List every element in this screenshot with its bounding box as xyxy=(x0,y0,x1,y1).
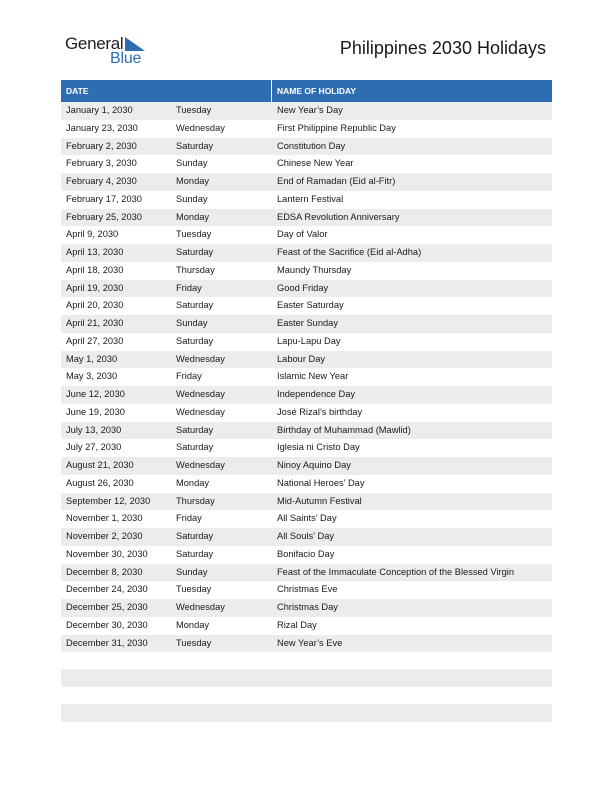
table-row xyxy=(61,564,552,582)
holiday-weekday: Tuesday xyxy=(176,584,212,595)
table-row xyxy=(61,102,552,120)
table-row xyxy=(61,120,552,138)
holiday-name: Chinese New Year xyxy=(277,158,354,169)
holiday-weekday: Saturday xyxy=(176,300,214,311)
table-row xyxy=(61,546,552,564)
logo-word-blue: Blue xyxy=(110,50,142,67)
table-row xyxy=(61,209,552,227)
holiday-date: August 26, 2030 xyxy=(66,477,134,488)
holiday-date: June 19, 2030 xyxy=(66,406,125,417)
table-row xyxy=(61,297,552,315)
holiday-date: May 3, 2030 xyxy=(66,371,118,382)
holiday-date: December 31, 2030 xyxy=(66,637,148,648)
table-row xyxy=(61,493,552,511)
holiday-weekday: Tuesday xyxy=(176,637,212,648)
holiday-date: July 27, 2030 xyxy=(66,442,122,453)
holiday-weekday: Monday xyxy=(176,211,210,222)
holiday-name: All Souls’ Day xyxy=(277,531,335,541)
holiday-date: September 12, 2030 xyxy=(66,495,151,506)
holiday-weekday: Thursday xyxy=(176,264,215,275)
holiday-weekday: Monday xyxy=(176,619,210,630)
holiday-table xyxy=(61,80,552,652)
holiday-weekday: Tuesday xyxy=(176,229,212,240)
table-row xyxy=(61,138,552,156)
holiday-weekday: Sunday xyxy=(176,566,208,577)
holiday-weekday: Wednesday xyxy=(176,389,225,399)
holiday-name: José Rizal’s birthday xyxy=(277,406,363,417)
holiday-weekday: Friday xyxy=(176,282,202,293)
holiday-date: April 19, 2030 xyxy=(66,282,124,293)
holiday-date: April 9, 2030 xyxy=(66,229,119,240)
holiday-name: First Philippine Republic Day xyxy=(277,122,396,133)
holiday-name: Labour Day xyxy=(277,353,326,364)
holiday-weekday: Saturday xyxy=(176,424,214,435)
holiday-date: April 21, 2030 xyxy=(66,318,124,328)
holiday-name: Easter Saturday xyxy=(277,300,344,311)
holiday-date: January 1, 2030 xyxy=(66,105,133,115)
table-row xyxy=(61,581,552,599)
holiday-weekday: Tuesday xyxy=(176,105,212,115)
holiday-date: February 25, 2030 xyxy=(66,211,142,222)
table-row xyxy=(61,351,552,369)
holiday-date: April 18, 2030 xyxy=(66,264,124,275)
holiday-weekday: Wednesday xyxy=(176,406,225,417)
column-header-date: DATE xyxy=(66,86,89,96)
holiday-date: November 30, 2030 xyxy=(66,548,148,559)
holiday-weekday: Wednesday xyxy=(176,122,225,133)
holiday-weekday: Wednesday xyxy=(176,353,225,364)
holiday-date: July 13, 2030 xyxy=(66,424,122,435)
holiday-name: Lapu-Lapu Day xyxy=(277,335,341,346)
holiday-date: June 12, 2030 xyxy=(66,389,125,399)
holiday-date: January 23, 2030 xyxy=(66,122,138,133)
holiday-name: Christmas Eve xyxy=(277,584,338,595)
holiday-name: Bonifacio Day xyxy=(277,548,335,559)
holiday-weekday: Sunday xyxy=(176,158,208,169)
holiday-name: Islamic New Year xyxy=(277,371,349,382)
holiday-name: Birthday of Muhammad (Mawlid) xyxy=(277,424,411,435)
holiday-date: February 17, 2030 xyxy=(66,193,142,204)
table-row xyxy=(61,422,552,440)
holiday-name: Independence Day xyxy=(277,389,356,399)
logo-flag-icon xyxy=(125,37,145,51)
holiday-name: All Saints’ Day xyxy=(277,513,337,524)
holiday-date: November 2, 2030 xyxy=(66,531,143,541)
holiday-name: Feast of the Immaculate Conception of the Blessed Virgin xyxy=(277,566,515,577)
holiday-weekday: Sunday xyxy=(176,318,208,328)
table-row xyxy=(61,635,552,653)
holiday-weekday: Thursday xyxy=(176,495,215,506)
table-header xyxy=(61,80,552,102)
empty-row xyxy=(61,669,552,687)
table-row xyxy=(61,528,552,546)
holiday-date: December 30, 2030 xyxy=(66,619,148,630)
table-body xyxy=(61,102,552,652)
table-row xyxy=(61,404,552,422)
table-row xyxy=(61,368,552,386)
table-row xyxy=(61,475,552,493)
page-title: Philippines 2030 Holidays xyxy=(339,38,546,58)
holiday-name: End of Ramadan (Eid al-Fitr) xyxy=(277,176,396,186)
holiday-name: Easter Sunday xyxy=(277,318,338,328)
table-row xyxy=(61,510,552,528)
holiday-name: New Year’s Day xyxy=(277,105,343,115)
table-row xyxy=(61,315,552,333)
holiday-weekday: Saturday xyxy=(176,531,214,541)
holiday-date: April 20, 2030 xyxy=(66,300,124,311)
holiday-name: Maundy Thursday xyxy=(277,264,352,275)
holiday-name: Day of Valor xyxy=(277,229,328,240)
holiday-weekday: Sunday xyxy=(176,193,208,204)
generalblue-logo xyxy=(65,34,155,68)
holiday-weekday: Friday xyxy=(176,371,202,382)
table-row xyxy=(61,155,552,173)
holiday-weekday: Saturday xyxy=(176,335,214,346)
holiday-weekday: Monday xyxy=(176,477,210,488)
holiday-weekday: Saturday xyxy=(176,247,214,257)
holiday-date: May 1, 2030 xyxy=(66,353,118,364)
logo-word-general: General xyxy=(65,34,124,53)
table-row xyxy=(61,439,552,457)
table-row xyxy=(61,244,552,262)
table-row xyxy=(61,280,552,298)
holiday-weekday: Wednesday xyxy=(176,460,225,470)
holiday-name: Iglesia ni Cristo Day xyxy=(277,442,360,453)
table-row xyxy=(61,599,552,617)
holiday-date: December 8, 2030 xyxy=(66,566,143,577)
holiday-name: Rizal Day xyxy=(277,619,317,630)
table-row xyxy=(61,617,552,635)
holiday-name: Christmas Day xyxy=(277,602,338,612)
holiday-name: Mid-Autumn Festival xyxy=(277,495,362,506)
holiday-name: Feast of the Sacrifice (Eid al-Adha) xyxy=(277,247,422,257)
holiday-weekday: Wednesday xyxy=(176,602,225,612)
holiday-name: Good Friday xyxy=(277,282,329,293)
column-header-holiday-name: NAME OF HOLIDAY xyxy=(271,80,552,102)
holiday-date: February 3, 2030 xyxy=(66,158,137,169)
empty-row xyxy=(61,704,552,722)
holiday-weekday: Friday xyxy=(176,513,202,524)
holiday-name: National Heroes’ Day xyxy=(277,477,365,488)
holiday-name: New Year’s Eve xyxy=(277,637,343,648)
table-row xyxy=(61,333,552,351)
table-row xyxy=(61,386,552,404)
holiday-weekday: Saturday xyxy=(176,548,214,559)
holiday-date: February 2, 2030 xyxy=(66,140,137,151)
holiday-name: Ninoy Aquino Day xyxy=(277,460,351,470)
table-row xyxy=(61,191,552,209)
holiday-date: April 13, 2030 xyxy=(66,247,124,257)
holiday-date: April 27, 2030 xyxy=(66,335,124,346)
holiday-date: December 24, 2030 xyxy=(66,584,148,595)
holiday-date: December 25, 2030 xyxy=(66,602,148,612)
holiday-weekday: Monday xyxy=(176,176,210,186)
table-row xyxy=(61,457,552,475)
holiday-date: August 21, 2030 xyxy=(66,460,134,470)
holiday-name: Constitution Day xyxy=(277,140,346,151)
table-row xyxy=(61,173,552,191)
holiday-name: EDSA Revolution Anniversary xyxy=(277,211,400,222)
holiday-name: Lantern Festival xyxy=(277,193,344,204)
holiday-weekday: Saturday xyxy=(176,140,214,151)
holiday-date: February 4, 2030 xyxy=(66,176,137,186)
holiday-date: November 1, 2030 xyxy=(66,513,143,524)
holiday-weekday: Saturday xyxy=(176,442,214,453)
table-row xyxy=(61,226,552,244)
table-row xyxy=(61,262,552,280)
